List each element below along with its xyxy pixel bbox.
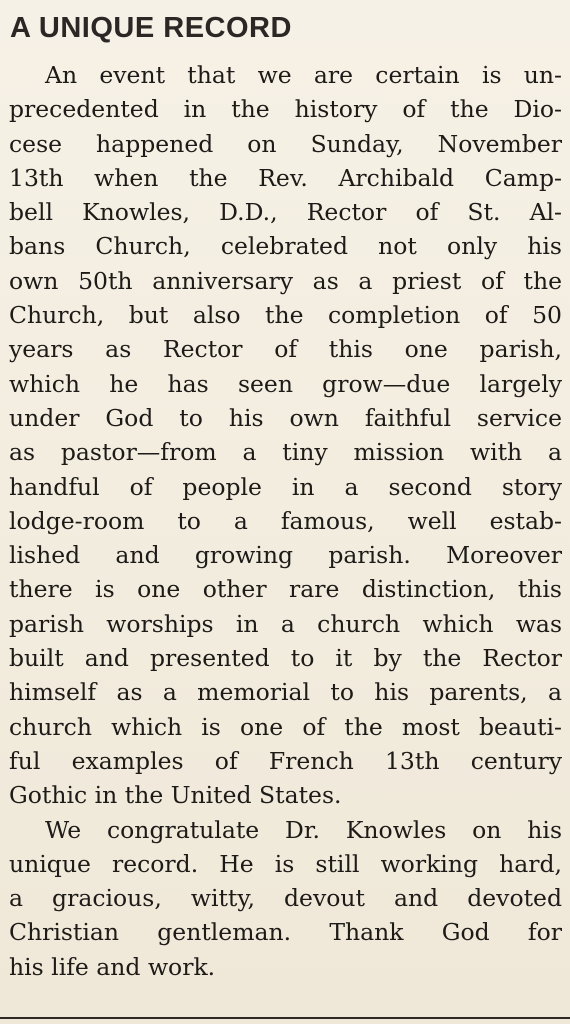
article-line: cese happened on Sunday, November bbox=[9, 129, 562, 158]
article-line: 13th when the Rev. Archibald Camp- bbox=[9, 163, 562, 192]
article-line: lished and growing parish. Moreover bbox=[9, 541, 562, 570]
article-line: there is one other rare distinction, this bbox=[9, 575, 562, 604]
article-line: own 50th anniversary as a priest of the bbox=[9, 266, 562, 295]
article-line: church which is one of the most beauti- bbox=[9, 712, 562, 741]
bottom-rule bbox=[0, 1017, 570, 1019]
article-line: An event that we are certain is un- bbox=[45, 61, 562, 89]
article-line: precedented in the history of the Dio- bbox=[9, 95, 562, 124]
article-line: built and presented to it by the Rector bbox=[9, 644, 562, 673]
article-line: parish worships in a church which was bbox=[9, 609, 562, 638]
article-line: which he has seen grow—due largely bbox=[9, 369, 562, 398]
article-line: his life and work. bbox=[9, 952, 216, 981]
article-line: unique record. He is still working hard, bbox=[9, 849, 562, 878]
article-line: a gracious, witty, devout and devoted bbox=[9, 884, 562, 913]
article-line: lodge-room to a famous, well estab- bbox=[9, 506, 562, 535]
article-line: Church, but also the completion of 50 bbox=[9, 301, 562, 330]
article-line: as pastor—from a tiny mission with a bbox=[9, 438, 562, 467]
article-line: years as Rector of this one parish, bbox=[9, 335, 562, 364]
article-body bbox=[9, 58, 562, 984]
article-line: We congratulate Dr. Knowles on his bbox=[45, 815, 562, 844]
article-line: Christian gentleman. Thank God for bbox=[9, 918, 562, 947]
article-title: A UNIQUE RECORD bbox=[10, 12, 292, 44]
article-line: ful examples of French 13th century bbox=[9, 746, 562, 775]
article-line: bell Knowles, D.D., Rector of St. Al- bbox=[9, 198, 562, 227]
article-line: bans Church, celebrated not only his bbox=[9, 232, 562, 261]
article-line: handful of people in a second story bbox=[9, 472, 562, 501]
article-line: under God to his own faithful service bbox=[9, 403, 562, 432]
article-line: Gothic in the United States. bbox=[9, 781, 342, 810]
article-line: himself as a memorial to his parents, a bbox=[9, 678, 562, 707]
